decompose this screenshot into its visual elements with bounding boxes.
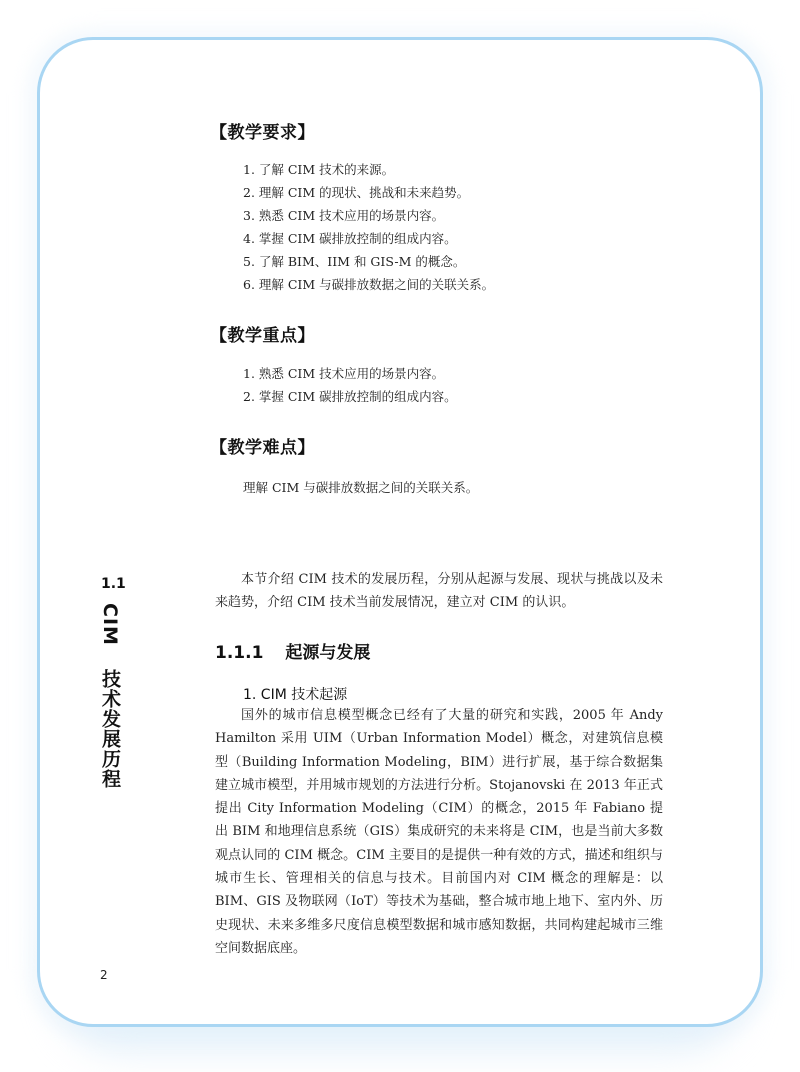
key-points-list	[243, 362, 457, 408]
list-item: 4. 掌握 CIM 碳排放控制的组成内容。	[243, 231, 457, 246]
list-item: 2. 理解 CIM 的现状、挑战和未来趋势。	[243, 185, 470, 200]
list-item: 1. 熟悉 CIM 技术应用的场景内容。	[243, 366, 445, 381]
section-heading	[215, 638, 370, 663]
list-item: 1. 了解 CIM 技术的来源。	[243, 162, 395, 177]
side-title-cjk: 技术发展历程	[99, 668, 121, 789]
subsection-heading: 1. CIM 技术起源	[243, 687, 348, 703]
section-number: 1.1.1	[215, 643, 264, 663]
heading-key-points: 【教学重点】	[210, 326, 315, 346]
intro-text: 本节介绍 CIM 技术的发展历程，分别从起源与发展、现状与挑战以及未来趋势，介绍 CIM 技术当前发展情况，建立对 CIM 的认识。	[215, 572, 663, 611]
difficulties-list	[243, 476, 478, 499]
list-item: 理解 CIM 与碳排放数据之间的关联关系。	[243, 480, 479, 495]
list-item: 3. 熟悉 CIM 技术应用的场景内容。	[243, 208, 445, 223]
side-section-number: 1.1	[101, 576, 126, 592]
heading-difficulties: 【教学难点】	[210, 438, 315, 458]
page-number: 2	[100, 968, 108, 982]
intro-paragraph	[215, 568, 663, 615]
list-item: 6. 理解 CIM 与碳排放数据之间的关联关系。	[243, 277, 495, 292]
heading-requirements: 【教学要求】	[210, 123, 315, 143]
list-item: 5. 了解 BIM、IIM 和 GIS-M 的概念。	[243, 254, 466, 269]
side-section-title	[97, 603, 124, 789]
side-title-latin: CIM	[99, 603, 121, 646]
list-item: 2. 掌握 CIM 碳排放控制的组成内容。	[243, 389, 457, 404]
requirements-list	[243, 158, 494, 296]
body-paragraph	[215, 704, 663, 960]
section-title: 起源与发展	[285, 643, 371, 663]
body-text: 国外的城市信息模型概念已经有了大量的研究和实践，2005 年 Andy Hamilton 采用 UIM（Urban Information Model）概念，对建筑信息模型（Building Information Modeling，BIM）进行扩展，基于综合数据集建立城市模型，并用城市规划的方法进行分析。Stojanovski 在 2013 年正式提出 City Information Modeling（CIM）的概念，2015 年 Fabiano 提出 BIM 和地理信息系统（GIS）集成研究的未来将是 CIM，也是当前大多数观点认同的 CIM 概念。CIM 主要目的是提供一种有效的方式，描述和组织与城市生长、管理相关的信息与技术。目前国内对 CIM 概念的理解是：以 BIM、GIS 及物联网（IoT）等技术为基础，整合城市地上地下、室内外、历史现状、未来多维多尺度信息模型数据和城市感知数据，共同构建起城市三维空间数据底座。	[215, 708, 663, 956]
